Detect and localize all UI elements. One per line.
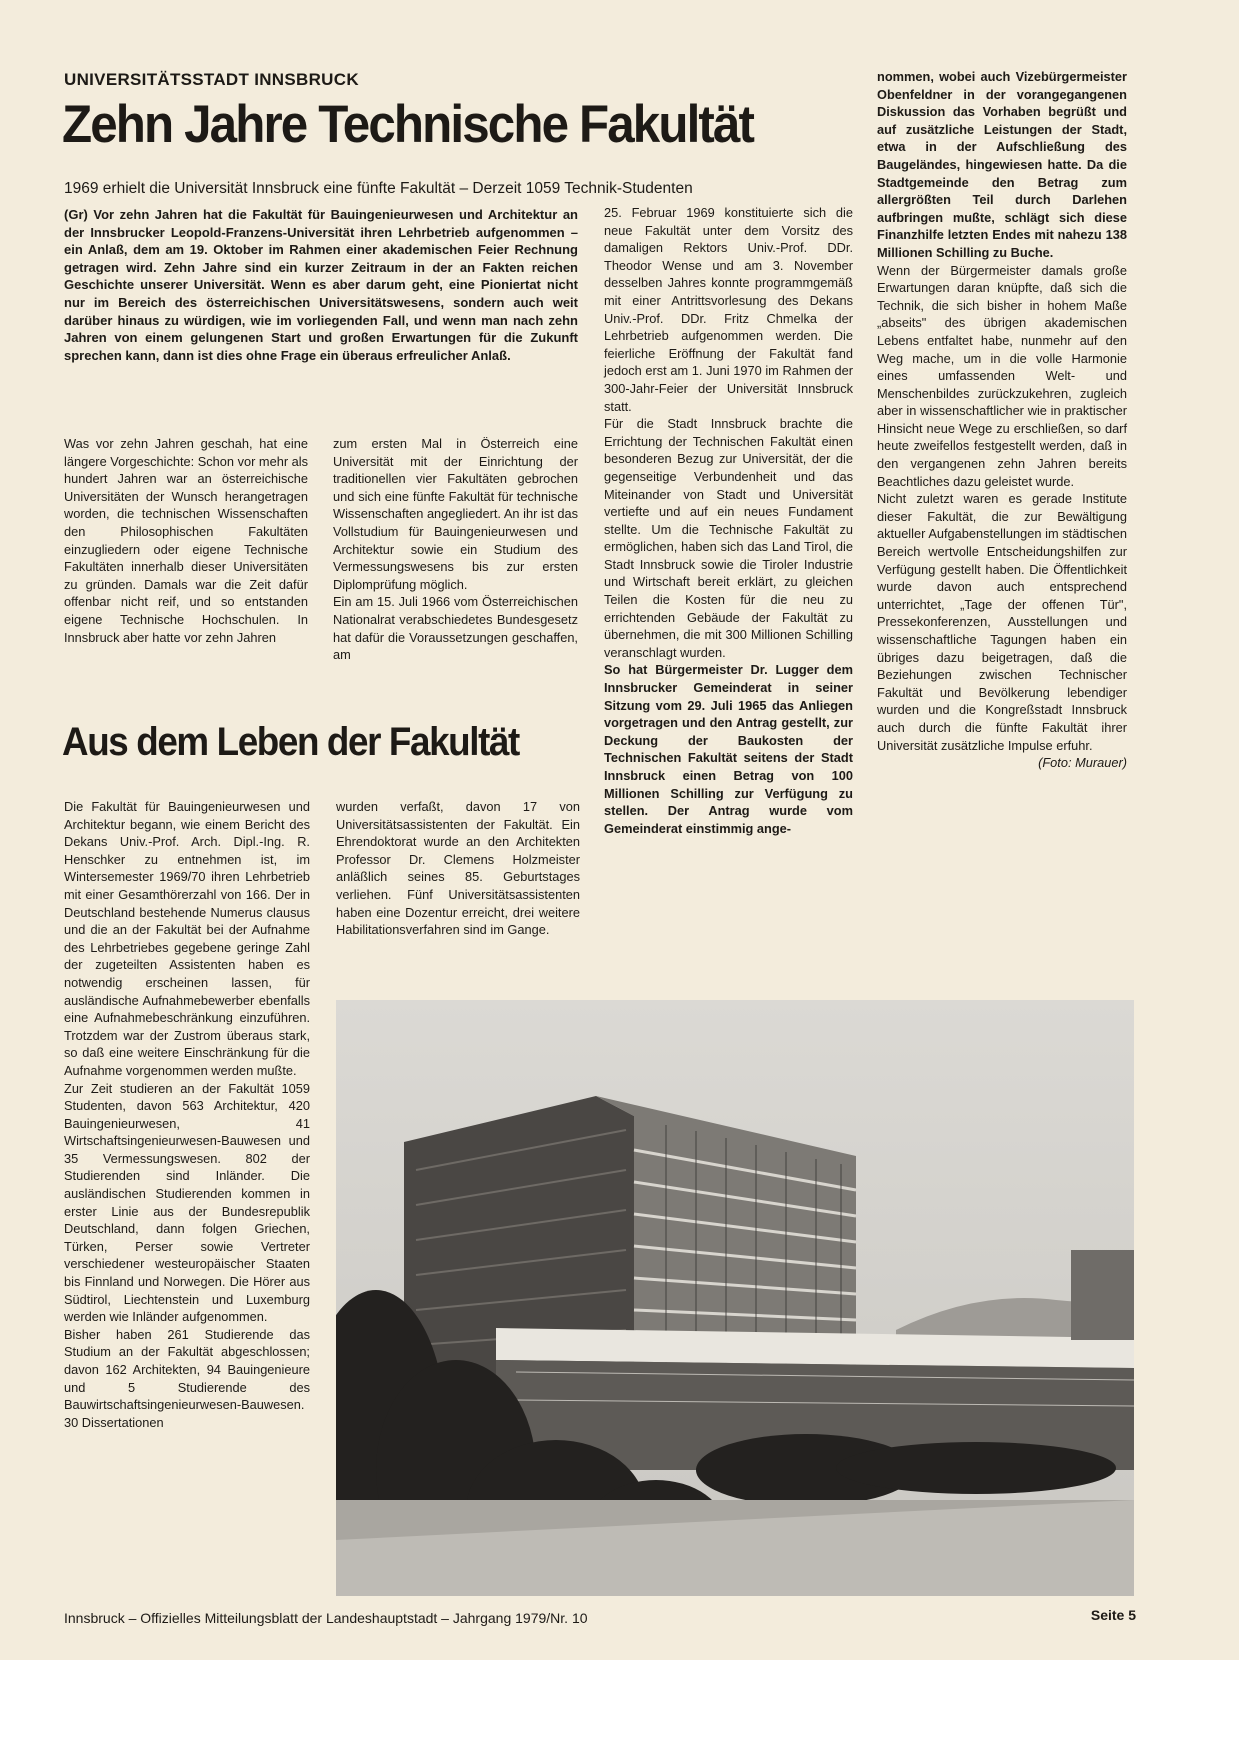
secondary-headline: Aus dem Leben der Fakultät	[62, 720, 519, 764]
article-column-2	[333, 435, 578, 664]
article-paragraph: zum ersten Mal in Österreich eine Universität mit der Einrichtung der traditionellen vier Fakultäten gebrochen und sich eine fünfte Fakultät für technische Wissenschaften angegliedert. An ihr ist das Vollstudium für Bauingenieurwesen und Architektur sowie ein Studium des Vermessungswesens bis zur ersten Diplomprüfung möglich.	[333, 436, 578, 592]
article2-column-2	[336, 798, 580, 939]
footer-masthead: Innsbruck – Offizielles Mitteilungsblatt der Landeshauptstadt – Jahrgang 1979/Nr. 10	[64, 1610, 588, 1626]
article-paragraph: wurden verfaßt, davon 17 von Universitätsassistenten der Fakultät. Ein Ehrendoktorat wurde an den Architekten Professor Dr. Clemens Holzmeister anläßlich seines 85. Geburtstages verliehen. Fünf Universitätsassistenten haben eine Dozentur erreicht, drei weitere Habilitationsverfahren sind im Gange.	[336, 799, 580, 938]
article-text: Nicht zuletzt waren es gerade Institute dieser Fakultät, die zur Bewältigung aktueller Aufgabenstellungen im städtischen Bereich wertvolle Entscheidungshilfen zur Verfügung gestellt haben. Die Öffentlichkeit wurde davon auch entsprechend unterrichtet, „Tage der offenen Tür", Pressekonferenzen, Ausstellungen und wissenschaftliche Tagungen haben ein übriges dazu beigetragen, daß die Beziehungen zwischen Technischer Fakultät und Bevölkerung lebendiger wurden und die Kongreßstadt Innsbruck auch durch die fünfte Fakultät ihrer Universität zusätzliche Impulse erfuhr.	[877, 491, 1127, 753]
main-headline: Zehn Jahre Technische Fakultät	[62, 95, 754, 154]
article-paragraph: Bisher haben 261 Studierende das Studium an der Fakultät abgeschlossen; davon 162 Architekten, 94 Bauingenieure und 5 Studierende des Bauwirtschaftsingenieurwesen-Bauwesen. 30 Dissertationen	[64, 1326, 310, 1430]
article-paragraph: Für die Stadt Innsbruck brachte die Errichtung der Technischen Fakultät einen besonderen Bezug zur Universität, der die gegenseitige Verbundenheit und das Miteinander von Stadt und Universität vertiefte und auf ein neues Fundament stellte. Um die Technische Fakultät zu ermöglichen, haben sich das Land Tirol, die Stadt Innsbruck sowie die Tiroler Industrie und Wirtschaft bereit erklärt, zu gleichen Teilen die Kosten für die neu zu errichtenden Gebäude der Fakultät zu übernehmen, die mit 300 Millionen Schilling veranschlagt wurden.	[604, 416, 853, 660]
article-paragraph: Wenn der Bürgermeister damals große Erwartungen daran knüpfte, daß sich die Technik, die sich bisher in hohem Maße „abseits" des übrigen akademischen Lebens entfaltet habe, nunmehr auf den Weg mache, um in die volle Harmonie eines umfassenden Welt- und Menschenbildes zurückzukehren, zugleich aber in wissenschaftlicher wie in praktischer Hinsicht neue Wege zu erschließen, so darf heute zweifellos festgestellt werden, daß in den vergangenen zehn Jahren bereits Beachtliches dazu geleistet wurde.	[877, 262, 1127, 489]
article-paragraph: Was vor zehn Jahren geschah, hat eine längere Vorgeschichte: Schon vor mehr als hundert Jahren war an österreichische Universitäten der Wunsch herangetragen worden, die technischen Wissenschaften den Philosophischen Fakultäten einzugliedern oder eigene Technische Fakultäten innerhalb dieser Universitäten zu gründen. Damals war die Zeit dafür offenbar nicht reif, und so entstanden eigene Technische Hochschulen. In Innsbruck aber hatte vor zehn Jahren	[64, 436, 308, 645]
lead-paragraph: (Gr) Vor zehn Jahren hat die Fakultät für Bauingenieurwesen und Architektur an der Innsbrucker Leopold-Franzens-Universität ihren Lehrbetrieb aufgenommen – ein Anlaß, dem am 19. Oktober im Rahmen einer akademischen Feier Rechnung getragen wird. Zehn Jahre sind ein kurzer Zeitraum in der an Fakten reichen Geschichte unserer Universität. Wenn es aber darum geht, eine Pioniertat nicht nur im Bereich des österreichischen Universitätswesens, sondern auch weit darüber hinaus zu würdigen, wie im vorliegenden Fall, und wenn man nach zehn Jahren von einem gelungenen Start und großen Erwartungen für die Zukunft sprechen kann, dann ist dies ohne Frage ein überaus erfreulicher Anlaß.	[64, 207, 578, 363]
section-kicker: UNIVERSITÄTSSTADT INNSBRUCK	[64, 70, 359, 89]
article-column-1	[64, 435, 308, 646]
page-number: Seite 5	[1090, 1607, 1136, 1623]
article-paragraph: Zur Zeit studieren an der Fakultät 1059 Studenten, davon 563 Architektur, 420 Bauingenieurwesen, 41 Wirtschaftsingenieurwesen-Bauwesen und 35 Vermessungswesen. 802 der Studierenden sind Inländer. Die ausländischen Studierenden kommen in erster Linie aus der Bundesrepublik Deutschland, dann folgen Griechen, Türken, Perser sowie Vertreter verschiedener westeuropäischer Staaten bis Finnland und Norwegen. Die Hörer aus Südtirol, Liechtenstein und Luxemburg werden wie Inländer aufgenommen.	[64, 1080, 310, 1325]
photo-credit: (Foto: Murauer)	[1038, 755, 1127, 771]
subtitle: 1969 erhielt die Universität Innsbruck eine fünfte Fakultät – Derzeit 1059 Technik-Studenten	[64, 180, 693, 197]
building-photo	[336, 1000, 1134, 1596]
article-paragraph: Die Fakultät für Bauingenieurwesen und Architektur begann, wie einem Bericht des Dekans Univ.-Prof. Arch. Dipl.-Ing. R. Henschker zu entnehmen ist, im Wintersemester 1969/70 ihren Lehrbetrieb mit einer Gesamthörerzahl von 166. Der in Deutschland bestehende Numerus clausus und die an der Fakultät bei der Aufnahme des Lehrbetriebes gegebene geringe Zahl der zugeteilten Assistenten haben es notwendig erscheinen lassen, für ausländische Aufnahmebewerber ebenfalls eine Aufnahmebeschränkung einzuführen. Trotzdem war der Zustrom überaus stark, so daß eine weitere Einschränkung für die Aufnahme vorgenommen werden mußte.	[64, 799, 310, 1078]
article2-column-1	[64, 798, 310, 1431]
article-paragraph-bold: So hat Bürgermeister Dr. Lugger dem Innsbrucker Gemeinderat in seiner Sitzung vom 29. Juli 1965 das Anliegen vorgetragen und den Antrag gestellt, zur Deckung der Baukosten der Technischen Fakultät seitens der Stadt Innsbruck einen Betrag von 100 Millionen Schilling zur Verfügung zu stellen. Der Antrag wurde vom Gemeinderat einstimmig ange-	[604, 662, 853, 836]
article-column-4	[877, 68, 1127, 772]
article-paragraph-bold: nommen, wobei auch Vizebürgermeister Obenfeldner in der vorangegangenen Diskussion das Vorhaben begrüßt und auf zusätzliche Leistungen der Stadt, etwa in der Aufschließung des Baugeländes, hingewiesen hatte. Da die Stadtgemeinde den Betrag zum allergrößten Teil durch Darlehen aufbringen mußte, schlägt sich diese Finanzhilfe letzten Endes mit nahezu 138 Millionen Schilling zu Buche.	[877, 69, 1127, 260]
article-paragraph: Ein am 15. Juli 1966 vom Österreichischen Nationalrat verabschiedetes Bundesgesetz hat dafür die Voraussetzungen geschaffen, am	[333, 594, 578, 663]
article-paragraph: 25. Februar 1969 konstituierte sich die neue Fakultät unter dem Vorsitz des damaligen Rektors Univ.-Prof. DDr. Theodor Wense und am 3. November desselben Jahres konnte programmgemäß mit einer Antrittsvorlesung des Dekans Univ.-Prof. DDr. Fritz Chmelka der Lehrbetrieb aufgenommen werden. Die feierliche Eröffnung der Fakultät fand jedoch erst am 1. Juni 1970 im Rahmen der 300-Jahr-Feier der Universität Innsbruck statt.	[604, 205, 853, 414]
article-column-3	[604, 204, 853, 837]
article-paragraph	[877, 490, 1127, 771]
